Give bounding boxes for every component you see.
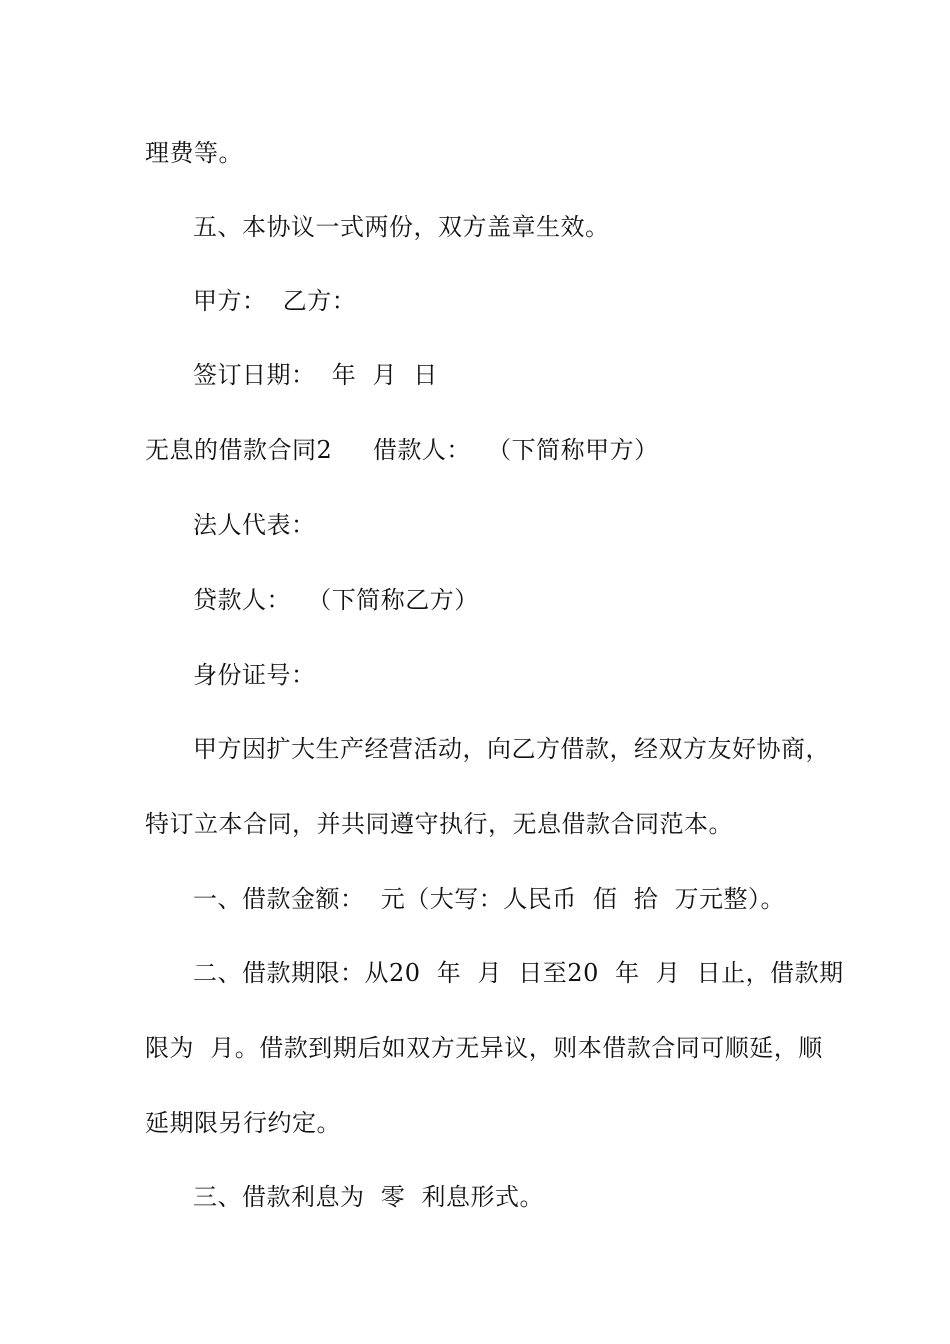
clause-line: 一、借款金额： 元（大写：人民币 佰 拾 万元整）。 xyxy=(193,885,786,913)
text-line: 甲方： 乙方： xyxy=(193,287,357,315)
text-line: 身份证号： xyxy=(193,661,316,689)
paragraph-line: 甲方因扩大生产经营活动，向乙方借款，经双方友好协商， xyxy=(193,735,830,763)
paragraph-line: 特订立本合同，并共同遵守执行，无息借款合同范本。 xyxy=(145,810,733,838)
clause-line: 三、借款利息为 零 利息形式。 xyxy=(193,1183,545,1211)
section-heading: 无息的借款合同2 借款人： （下简称甲方） xyxy=(145,436,659,464)
text-line: 五、本协议一式两份，双方盖章生效。 xyxy=(193,213,610,241)
clause-line: 二、借款期限：从20 年 月 日至20 年 月 日止，借款期 xyxy=(193,959,844,987)
clause-line: 延期限另行约定。 xyxy=(145,1109,341,1137)
clause-line: 限为 月。借款到期后如双方无异议，则本借款合同可顺延，顺 xyxy=(145,1034,823,1062)
text-line: 法人代表： xyxy=(193,511,316,539)
text-line: 贷款人： （下简称乙方） xyxy=(193,586,479,614)
text-line: 签订日期： 年 月 日 xyxy=(193,361,438,389)
text-line: 理费等。 xyxy=(145,139,243,167)
